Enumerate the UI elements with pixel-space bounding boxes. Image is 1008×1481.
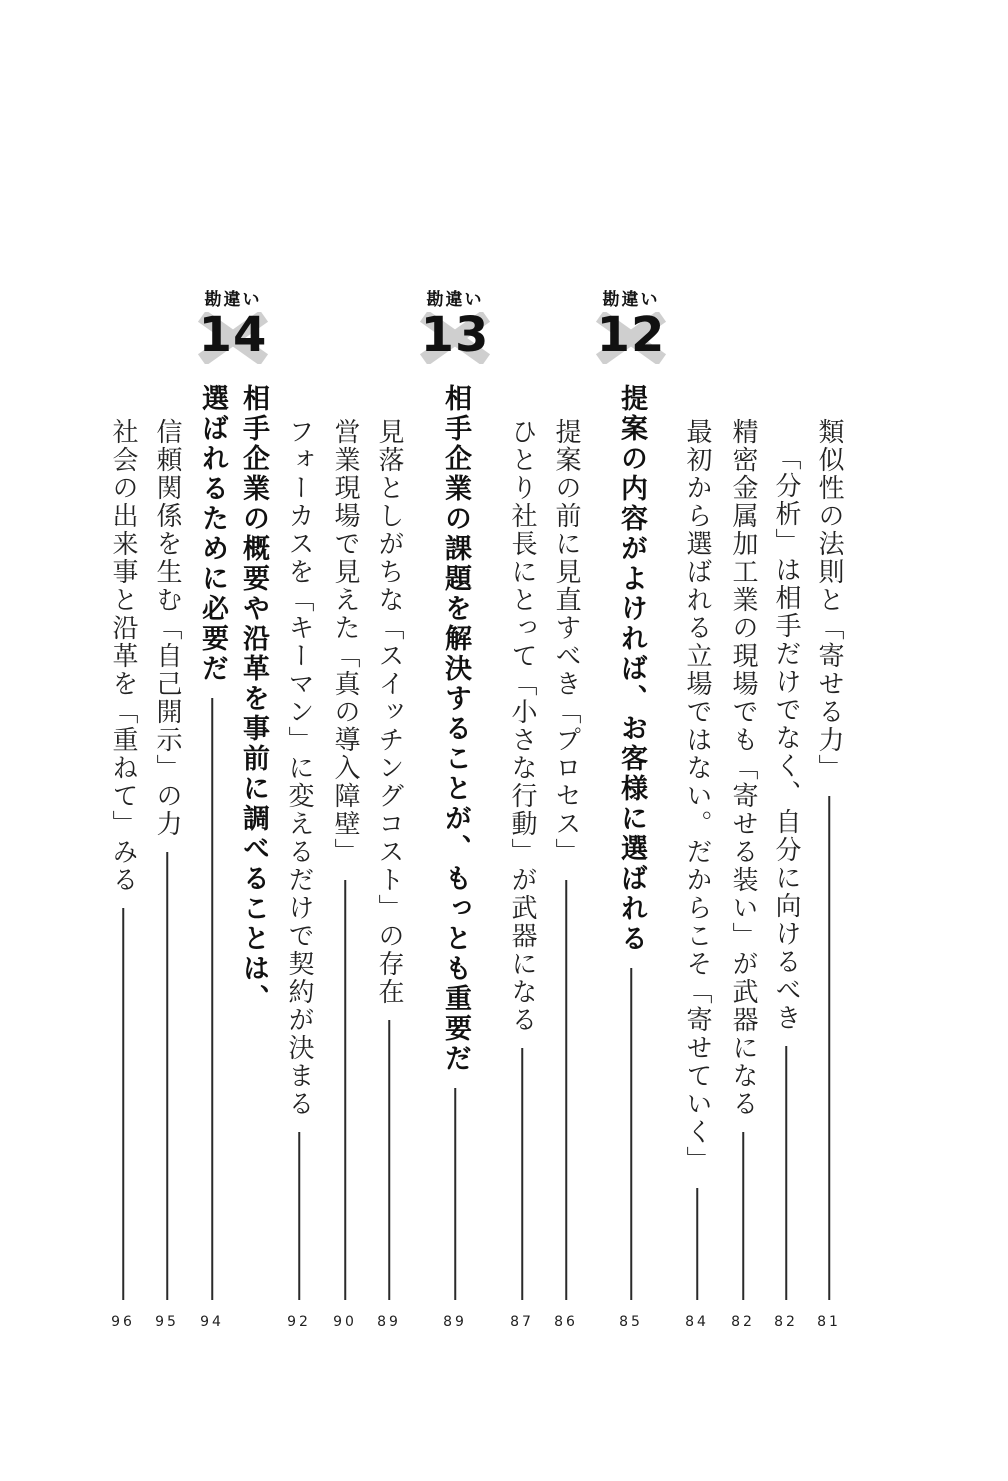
toc-heading bbox=[611, 0, 651, 1481]
toc-entry-title: 相手企業の課題を解決することが、もっとも重要だ bbox=[440, 384, 471, 1074]
page-number: 84 bbox=[685, 1314, 709, 1330]
leader-line bbox=[388, 1020, 390, 1300]
toc-entry bbox=[502, 0, 542, 1481]
page-number: 82 bbox=[731, 1314, 755, 1330]
toc-entry-title: 見落としがちな「スイッチングコスト」の存在 bbox=[374, 418, 404, 1006]
toc-entry-title: 提案の前に見直すべき「プロセス」 bbox=[551, 418, 581, 866]
chapter-badge bbox=[400, 285, 510, 375]
leader-line bbox=[785, 1046, 787, 1300]
page-number: 87 bbox=[510, 1314, 534, 1330]
leader-line bbox=[454, 1088, 456, 1300]
chapter-label: 勘違い bbox=[602, 290, 660, 310]
leader-line bbox=[565, 880, 567, 1300]
leader-line bbox=[122, 908, 124, 1300]
toc-entry bbox=[809, 0, 849, 1481]
toc-entry bbox=[147, 0, 187, 1481]
page-number: 89 bbox=[443, 1314, 467, 1330]
chapter-label: 勘違い bbox=[204, 290, 262, 310]
toc-entry-title: 社会の出来事と沿革を「重ねて」みる bbox=[108, 418, 138, 894]
page-number: 86 bbox=[554, 1314, 578, 1330]
leader-line bbox=[742, 1132, 744, 1300]
toc-entry bbox=[723, 0, 763, 1481]
toc-entry-title: ひとり社長にとって「小さな行動」が武器になる bbox=[507, 418, 537, 1034]
toc-entry-title: 「分析」は相手だけでなく、自分に向けるべき bbox=[771, 444, 801, 1032]
page-number: 96 bbox=[111, 1314, 135, 1330]
toc-entry-title: フォーカスを「キーマン」に変えるだけで契約が決まる bbox=[284, 418, 314, 1118]
toc-entry bbox=[325, 0, 365, 1481]
toc-entry-title: 選ばれるために必要だ bbox=[197, 384, 228, 684]
toc-heading bbox=[192, 0, 232, 1481]
chapter-number: 12 bbox=[596, 307, 666, 363]
leader-line bbox=[828, 796, 830, 1300]
toc-entry-title: 類似性の法則と「寄せる力」 bbox=[814, 418, 844, 782]
toc-entry bbox=[369, 0, 409, 1481]
page-number: 92 bbox=[287, 1314, 311, 1330]
page-number: 90 bbox=[333, 1314, 357, 1330]
toc-entry-title: 信頼関係を生む「自己開示」の力 bbox=[152, 418, 182, 838]
toc-entry bbox=[546, 0, 586, 1481]
toc-entry bbox=[103, 0, 143, 1481]
toc-entry-title: 相手企業の概要や沿革を事前に調べることは、 bbox=[238, 384, 269, 1014]
toc-entry bbox=[766, 0, 806, 1481]
page-number: 85 bbox=[619, 1314, 643, 1330]
toc-entry-title: 精密金属加工業の現場でも「寄せる装い」が武器になる bbox=[728, 418, 758, 1118]
leader-line bbox=[298, 1132, 300, 1300]
toc-entry bbox=[677, 0, 717, 1481]
leader-line bbox=[211, 698, 213, 1300]
toc-entry-title: 営業現場で見えた「真の導入障壁」 bbox=[330, 418, 360, 866]
toc-heading bbox=[435, 0, 475, 1481]
toc-entry-title: 提案の内容がよければ、お客様に選ばれる bbox=[616, 384, 647, 954]
page-number: 95 bbox=[155, 1314, 179, 1330]
leader-line bbox=[630, 968, 632, 1300]
chapter-badge bbox=[576, 285, 686, 375]
leader-line bbox=[344, 880, 346, 1300]
toc-entry bbox=[279, 0, 319, 1481]
page-number: 89 bbox=[377, 1314, 401, 1330]
toc-entry-title: 最初から選ばれる立場ではない。だからこそ「寄せていく」 bbox=[682, 418, 712, 1174]
page-number: 94 bbox=[200, 1314, 224, 1330]
chapter-label: 勘違い bbox=[426, 290, 484, 310]
page-number: 81 bbox=[817, 1314, 841, 1330]
page-number: 82 bbox=[774, 1314, 798, 1330]
leader-line bbox=[696, 1188, 698, 1300]
toc-heading bbox=[233, 0, 273, 1481]
chapter-badge bbox=[178, 285, 288, 375]
leader-line bbox=[166, 852, 168, 1300]
chapter-number: 13 bbox=[420, 307, 490, 363]
leader-line bbox=[521, 1048, 523, 1300]
chapter-number: 14 bbox=[198, 307, 268, 363]
